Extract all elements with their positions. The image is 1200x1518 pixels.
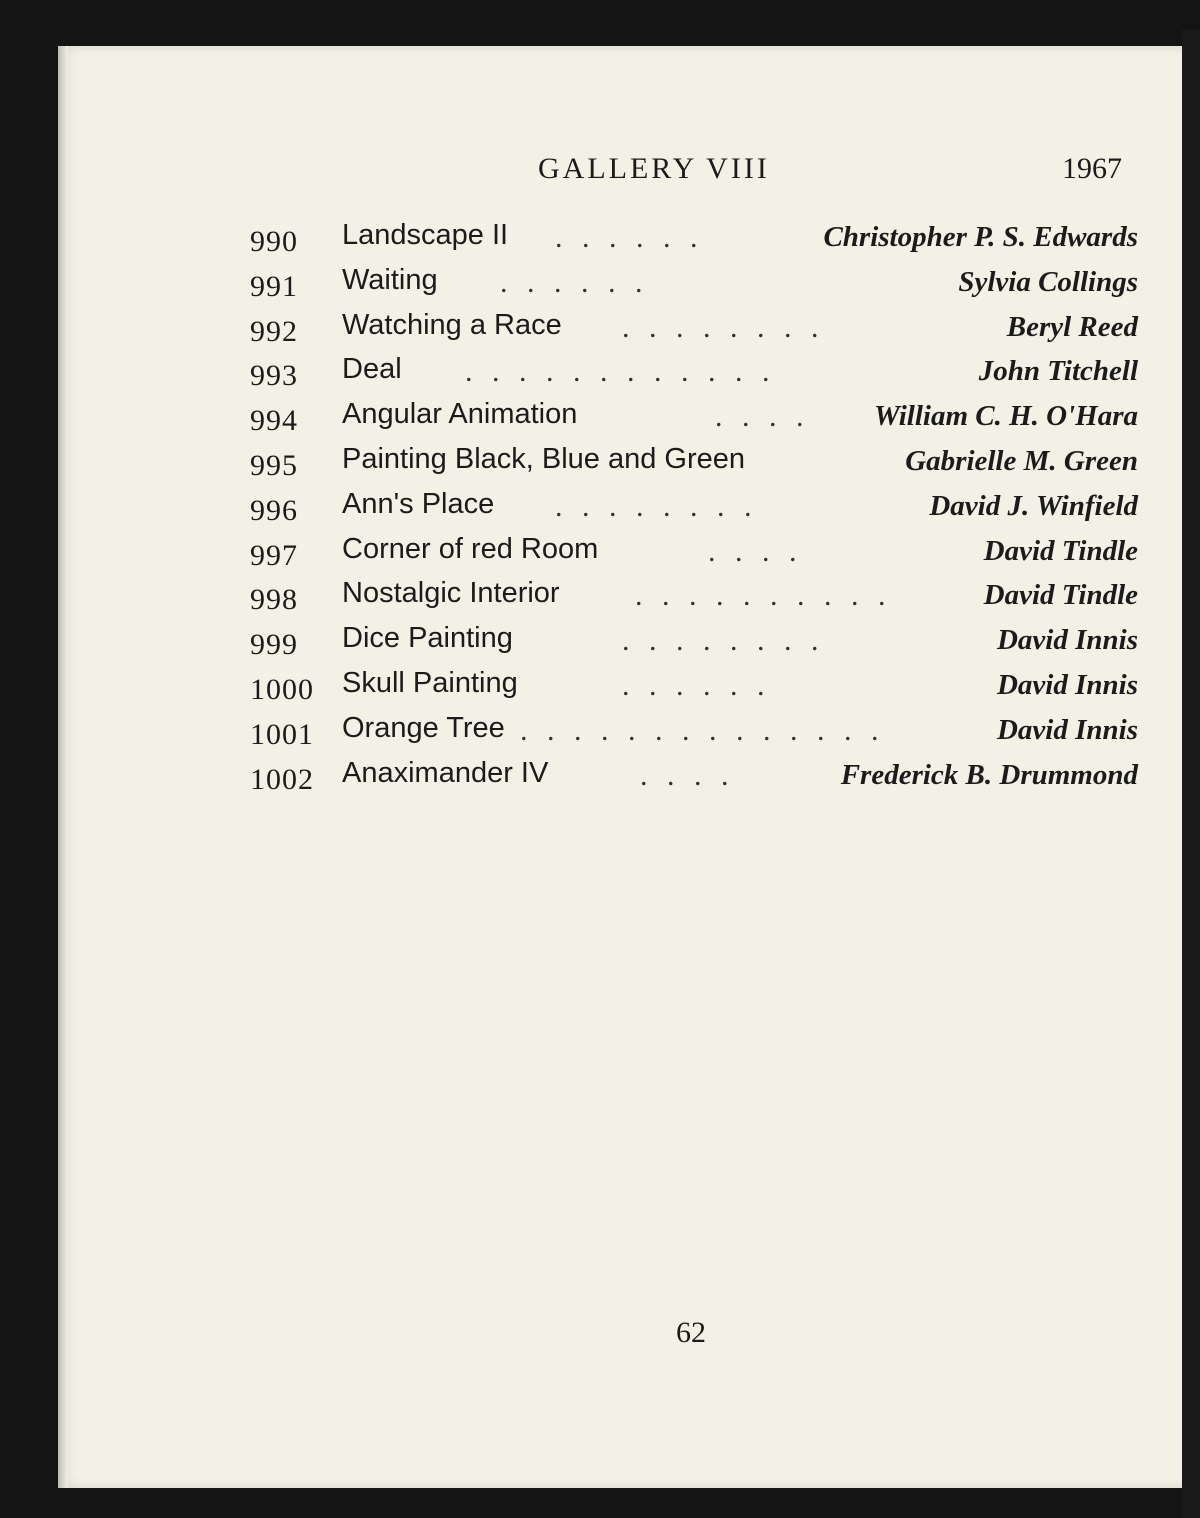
entry-number: 992 (250, 314, 298, 348)
entry-title: Angular Animation (342, 398, 578, 431)
entry-number: 994 (250, 404, 298, 438)
catalogue-entry (250, 215, 1138, 260)
dot-leader: . . . . (715, 400, 810, 434)
dot-leader: . . . . . . (622, 668, 771, 702)
entry-artist: John Titchell (978, 355, 1138, 388)
entry-artist: David Innis (996, 668, 1138, 701)
entry-number: 995 (250, 448, 298, 482)
catalogue-entry (250, 529, 1138, 574)
catalogue-entry (250, 663, 1138, 708)
catalogue-list (250, 215, 1138, 797)
entry-artist: David J. Winfield (929, 489, 1138, 522)
entry-title: Painting Black, Blue and Green (342, 442, 746, 475)
dot-leader: . . . . (640, 758, 735, 792)
catalogue-entry (250, 573, 1138, 618)
entry-artist: William C. H. O'Hara (874, 400, 1138, 433)
entry-title: Corner of red Room (342, 532, 599, 565)
catalogue-entry (250, 484, 1138, 529)
entry-artist: David Innis (996, 713, 1138, 746)
entry-title: Deal (342, 353, 402, 386)
entry-title: Dice Painting (342, 622, 513, 655)
entry-artist: David Tindle (983, 534, 1138, 567)
catalogue-entry (250, 618, 1138, 663)
entry-number: 997 (250, 538, 298, 572)
entry-title: Ann's Place (342, 487, 495, 520)
catalogue-entry (250, 439, 1138, 484)
catalogue-entry (250, 394, 1138, 439)
dot-leader: . . . . . . (500, 265, 649, 299)
dot-leader: . . . . (708, 534, 803, 568)
entry-artist: Beryl Reed (1006, 310, 1138, 343)
dot-leader: . . . . . . (555, 221, 704, 254)
entry-artist: Gabrielle M. Green (905, 444, 1138, 477)
dot-leader: . . . . . . . . (555, 489, 758, 523)
entry-number: 1000 (250, 672, 314, 706)
entry-title: Skull Painting (342, 666, 518, 699)
dot-leader: . . . . . . . . . . (635, 579, 892, 613)
catalogue-entry (250, 305, 1138, 350)
catalogue-entry (250, 753, 1138, 798)
entry-number: 998 (250, 583, 298, 617)
entry-number: 996 (250, 493, 298, 527)
entry-number: 1002 (250, 762, 314, 796)
dot-leader: . . . . . . . . (622, 310, 825, 344)
catalogue-entry (250, 708, 1138, 753)
running-head: GALLERY VIII (538, 152, 770, 185)
year-label: 1967 (1062, 152, 1122, 185)
page-number: 62 (676, 1316, 706, 1349)
entry-number: 1001 (250, 717, 314, 751)
entry-title: Orange Tree (342, 711, 505, 744)
catalogue-entry (250, 260, 1138, 305)
entry-title: Waiting (342, 263, 438, 296)
entry-number: 999 (250, 628, 298, 662)
entry-number: 990 (250, 225, 298, 258)
entry-title: Watching a Race (342, 308, 562, 341)
catalogue-entry (250, 349, 1138, 394)
entry-title: Anaximander IV (342, 756, 549, 789)
dot-leader: . . . . . . . . (622, 624, 825, 658)
page-gutter-shadow (58, 46, 68, 1488)
entry-artist: David Tindle (983, 579, 1138, 612)
entry-artist: Sylvia Collings (958, 265, 1138, 298)
dot-leader: . . . . . . . . . . . . (465, 355, 776, 389)
entry-artist: Frederick B. Drummond (840, 758, 1138, 791)
entry-number: 993 (250, 359, 298, 393)
entry-artist: Christopher P. S. Edwards (823, 221, 1138, 253)
entry-title: Nostalgic Interior (342, 577, 560, 610)
scan-border (1182, 30, 1200, 1518)
entry-title: Landscape II (342, 219, 509, 251)
entry-artist: David Innis (996, 624, 1138, 657)
entry-number: 991 (250, 269, 298, 303)
dot-leader: . . . . . . . . . . . . . . (520, 713, 885, 747)
